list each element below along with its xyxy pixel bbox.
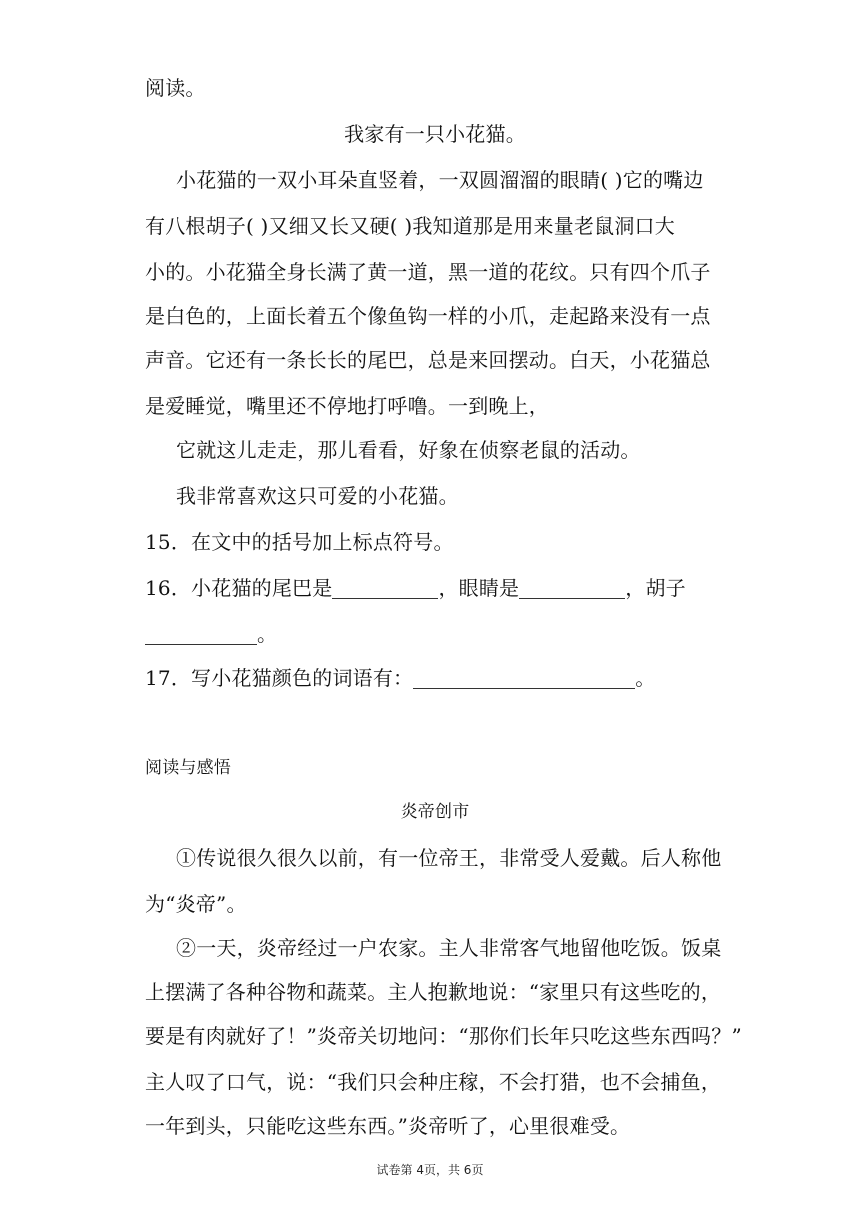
- passage-title-yandi: 炎帝创市: [400, 802, 470, 822]
- passage-line: ①传说很久很久以前，有一位帝王，非常受人爱戴。后人称他: [176, 846, 722, 870]
- passage-line: 小花猫的一双小耳朵直竖着，一双圆溜溜的眼睛( )它的嘴边: [176, 168, 704, 192]
- passage-line: 声音。它还有一条长长的尾巴，总是来回摆动。白天，小花猫总: [145, 348, 711, 372]
- answer-blank-eyes[interactable]: [519, 578, 625, 599]
- question-16-end: 。: [257, 622, 278, 646]
- question-17: [145, 664, 725, 692]
- passage-line: 是白色的，上面长着五个像鱼钩一样的小爪，走起路来没有一点: [145, 304, 711, 328]
- passage-line: 一年到头，只能吃这些东西。”炎帝听了，心里很难受。: [145, 1114, 631, 1138]
- passage-line: ②一天，炎帝经过一户农家。主人非常客气地留他吃饭。饭桌: [176, 936, 722, 960]
- passage-line: 为“炎帝”。: [145, 892, 247, 916]
- passage-line: 是爱睡觉，嘴里还不停地打呼噜。一到晚上，: [145, 394, 549, 418]
- passage-line: 小的。小花猫全身长满了黄一道，黑一道的花纹。只有四个爪子: [145, 260, 711, 284]
- passage-line: 有八根胡子( )又细又长又硬( )我知道那是用来量老鼠洞口大: [145, 214, 675, 238]
- question-17-text: 17．写小花猫颜色的词语有：: [145, 666, 414, 690]
- question-16-text-3: ，胡子: [625, 576, 686, 600]
- question-16-text-2: ，眼睛是: [438, 576, 520, 600]
- question-17-end: 。: [635, 666, 656, 690]
- answer-blank-whiskers[interactable]: [145, 624, 257, 645]
- question-16-text-1: 16．小花猫的尾巴是: [145, 576, 333, 600]
- page-footer: 试卷第 4页，共 6页: [376, 1163, 484, 1177]
- passage-line: 要是有肉就好了！”炎帝关切地问：“那你们长年只吃这些东西吗？”: [145, 1024, 742, 1048]
- passage-line: 上摆满了各种谷物和蔬菜。主人抱歉地说：“家里只有这些吃的，: [145, 980, 722, 1004]
- section-heading-reading: 阅读。: [145, 76, 206, 100]
- question-15: 15．在文中的括号加上标点符号。: [145, 530, 454, 554]
- passage-line: 我非常喜欢这只可爱的小花猫。: [176, 484, 459, 508]
- question-16: [145, 574, 725, 602]
- answer-blank-tail[interactable]: [332, 578, 438, 599]
- answer-blank-colors[interactable]: [413, 668, 635, 689]
- passage-line: 主人叹了口气，说：“我们只会种庄稼，不会打猎，也不会捕鱼，: [145, 1070, 722, 1094]
- section-heading-reading-reflection: 阅读与感悟: [145, 758, 231, 778]
- question-16-continued: [145, 620, 725, 648]
- passage-line: 它就这儿走走，那儿看看，好象在侦察老鼠的活动。: [176, 438, 641, 462]
- passage-title-cat: 我家有一只小花猫。: [344, 122, 526, 146]
